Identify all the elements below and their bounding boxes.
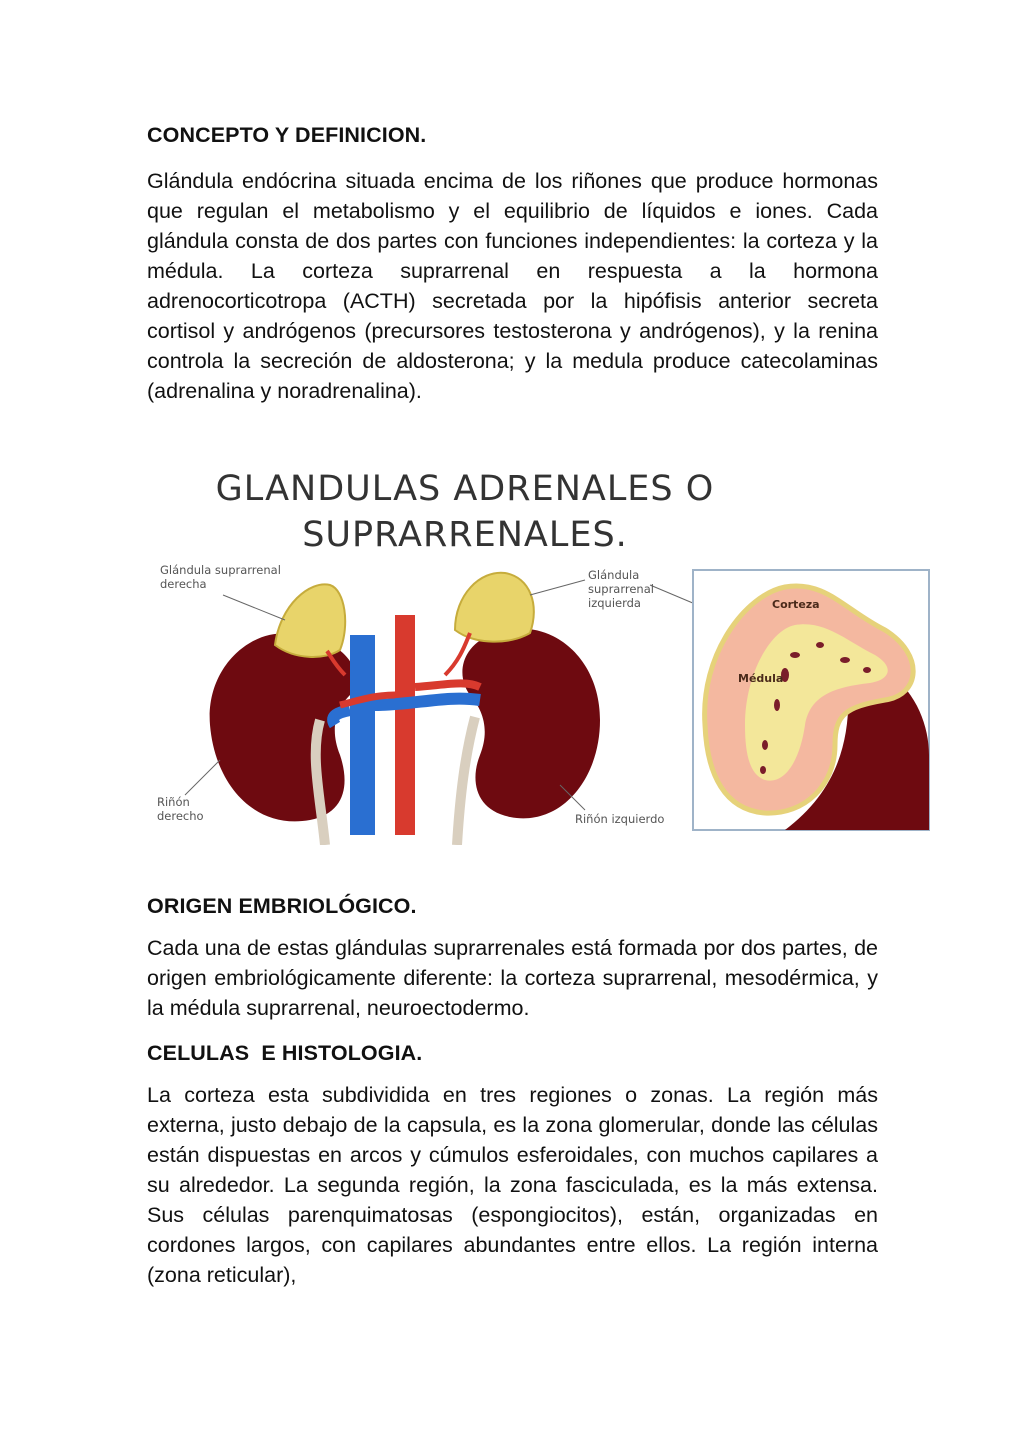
aorta: [395, 615, 415, 835]
renal-vein-right: [333, 710, 350, 725]
kidney-diagram: [145, 455, 935, 845]
label-right-adrenal-gland: Glándula suprarrenal derecha: [160, 563, 281, 591]
figure-title-line1: GLANDULAS ADRENALES O: [215, 469, 715, 509]
label-left-adrenal-gland: Glándula suprarrenal izquierda: [588, 568, 654, 610]
label-left-kidney: Riñón izquierdo: [575, 812, 665, 826]
label-right-kidney: Riñón derecho: [157, 795, 204, 823]
paragraph-origen: Cada una de estas glándulas suprarrenales está formada por dos partes, de origen embriológicamente diferente: la corteza suprarrenal, mesodérmica, y la médula suprarrenal, neuroectodermo.: [147, 936, 878, 1020]
left-ureter: [457, 717, 475, 845]
paragraph-celulas: La corteza esta subdividida en tres regiones o zonas. La región más externa, justo debajo de la capsula, es la zona glomerular, donde las células están dispuestas en arcos y cúmulos esferoidales, con muchos capilares a su alrededor. La segunda región, la zona fasciculada, es la más extensa. Sus células parenquimatosas (espongiocitos), están, organizadas en cordones largos, con capilares abundantes entre ellos. La región interna (zona reticular),: [147, 1083, 878, 1287]
label-medulla: Médula: [738, 672, 784, 685]
label-cortex: Corteza: [772, 598, 820, 611]
heading-concepto: CONCEPTO Y DEFINICION.: [147, 123, 427, 147]
heading-origen: ORIGEN EMBRIOLÓGICO.: [147, 894, 417, 918]
paragraph-concepto: Glándula endócrina situada encima de los riñones que produce hormonas que regulan el metabolismo y el equilibrio de líquidos e iones. Cada glándula consta de dos partes con funciones independientes: la corteza y la médula. La corteza suprarrenal en respuesta a la hormona adrenocorticotropa (ACTH) secretada por la hipófisis anterior secreta cortisol y andrógenos (precursores testosterona y andrógenos), y la renina controla la secreción de aldosterona; y la medula produce catecolaminas (adrenalina y noradrenalina).: [147, 169, 878, 403]
left-kidney: [462, 628, 600, 818]
renal-artery-left: [415, 683, 480, 687]
right-adrenal-gland: [275, 584, 345, 657]
left-adrenal-gland: [455, 573, 534, 642]
heading-celulas: CELULAS E HISTOLOGIA.: [147, 1041, 423, 1065]
renal-vein-left: [375, 699, 480, 705]
vena-cava: [350, 635, 375, 835]
adrenal-glands-illustration: [145, 455, 935, 845]
figure-title-line2: SUPRARRENALES.: [302, 515, 628, 555]
